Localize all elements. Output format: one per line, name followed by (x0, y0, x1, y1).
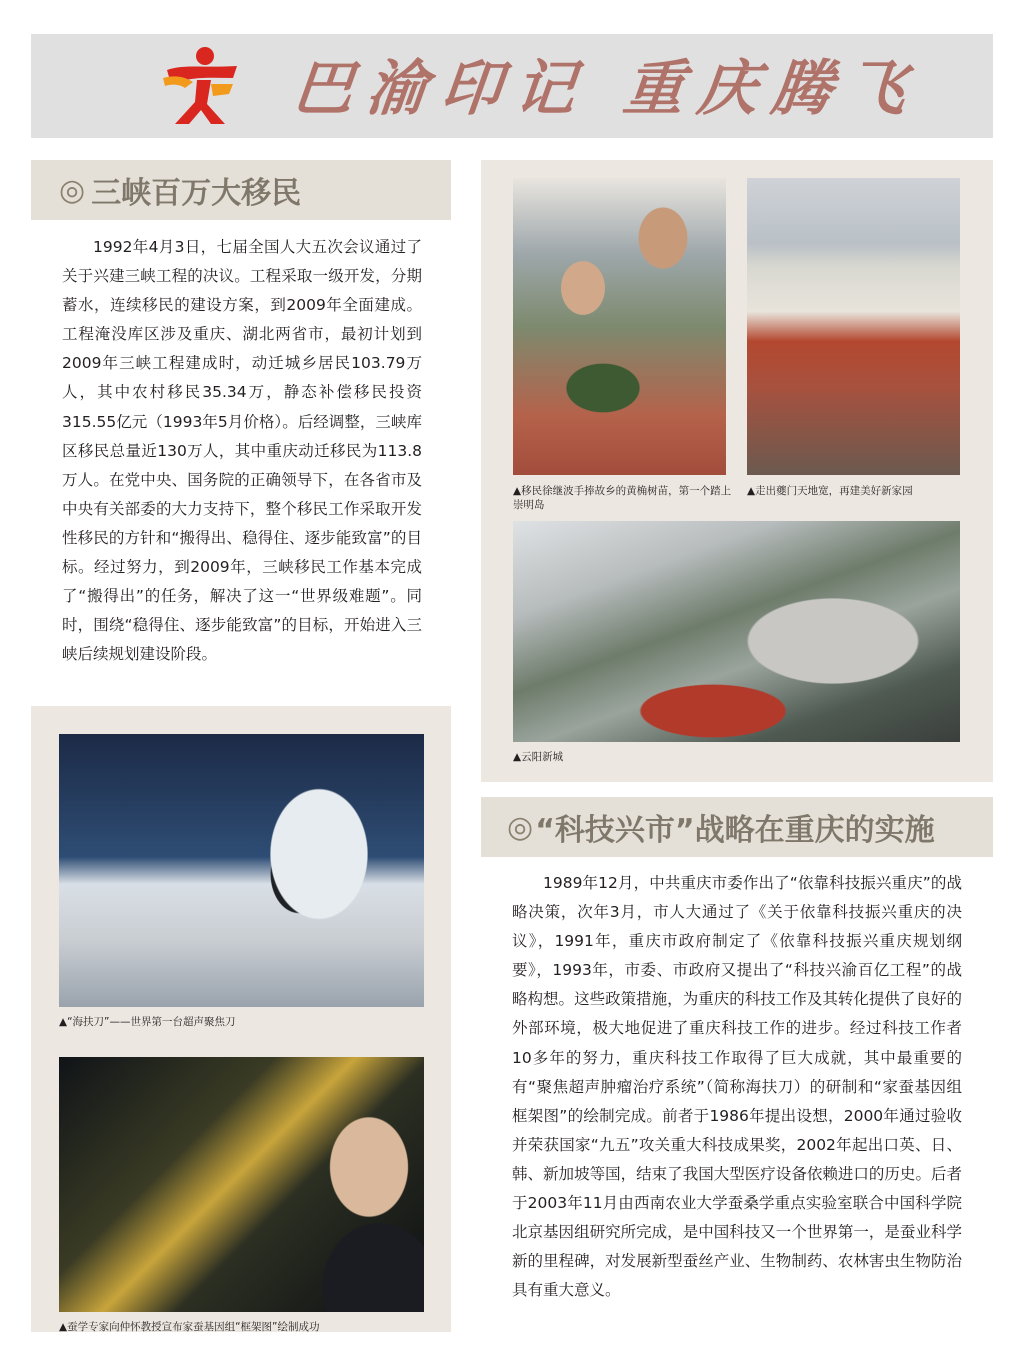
photo-caption: ▲“海扶刀”——世界第一台超声聚焦刀 (59, 1016, 236, 1028)
photo-caption: ▲走出夔门天地宽，再建美好新家园 (747, 485, 913, 497)
photo-migrant-with-sapling (513, 178, 726, 475)
photo-yunyang-new-city (513, 521, 960, 742)
jubilee-figure-logo-icon (163, 44, 241, 126)
banner-title: 巴渝印记 重庆腾飞 (289, 54, 924, 124)
photo-caption: ▲蚕学专家向仲怀教授宣布家蚕基因组“框架图”绘制成功 (59, 1321, 320, 1333)
section-paragraph-tech-strategy: 1989年12月，中共重庆市委作出了“依靠科技振兴重庆”的战略决策，次年3月，市人大通过了《关于依靠科技振兴重庆的决议》，1991年，重庆市政府制定了《依靠科技振兴重庆规划纲要》，1993年，市委、市政府又提出了“科技兴渝百亿工程”的战略构想。这些政策措施，为重庆的科技工作及其转化提供了良好的外部环境，极大地促进了重庆科技工作的进步。经过科技工作者10多年的努力，重庆科技工作取得了巨大成就，其中最重要的有“聚焦超声肿瘤治疗系统”（简称海扶刀）的研制和“家蚕基因组框架图”的绘制完成。前者于1986年提出设想，2000年通过验收并荣获国家“九五”攻关重大科技成果奖，2002年起出口英、日、韩、新加坡等国，结束了我国大型医疗设备依赖进口的历史。后者于2003年11月由西南农业大学蚕桑学重点实验室联合中国科学院北京基因组研究所完成，是中国科技又一个世界第一，是蚕业科学新的里程碑，对发展新型蚕丝产业、生物制药、农林害虫生物防治具有重大意义。 (512, 874, 962, 1300)
section-paragraph-three-gorges: 1992年4月3日，七届全国人大五次会议通过了关于兴建三峡工程的决议。工程采取一级开发，分期蓄水，连续移民的建设方案，到2009年全面建成。工程淹没库区涉及重庆、湖北两省市，最初计划到2009年三峡工程建成时，动迁城乡居民103.79万人，其中农村移民35.34万，静态补偿移民投资315.55亿元（1993年5月价格）。后经调整，三峡库区移民总量近130万人，其中重庆动迁移民为113.8万人。在党中央、国务院的正确领导下，在各省市及中央有关部委的大力支持下，整个移民工作采取开发性移民的方针和“搬得出、稳得住、逐步能致富”的目标。经过努力，到2009年，三峡移民工作基本完成了“搬得出”的任务，解决了这一“世界级难题”。同时，围绕“稳得住、逐步能致富”的目标，开始进入三峡后续规划建设阶段。 (62, 238, 422, 664)
header-banner (31, 34, 993, 138)
section-header-three-gorges (31, 160, 451, 220)
photo-caption: ▲移民徐继波手捧故乡的黄桷树苗，第一个踏上崇明岛 (513, 485, 732, 511)
section-title: 三峡百万大移民 (91, 176, 302, 211)
photo-dock-crowd (747, 178, 960, 475)
circle-marker-icon: ◎ (507, 809, 534, 845)
circle-marker-icon: ◎ (59, 172, 86, 208)
photo-silkworm-genome-professor (59, 1057, 424, 1312)
section-title: “科技兴市”战略在重庆的实施 (535, 813, 935, 848)
photo-caption: ▲云阳新城 (513, 751, 564, 763)
photo-haifu-knife-device (59, 734, 424, 1007)
section-header-tech-strategy (481, 797, 993, 857)
